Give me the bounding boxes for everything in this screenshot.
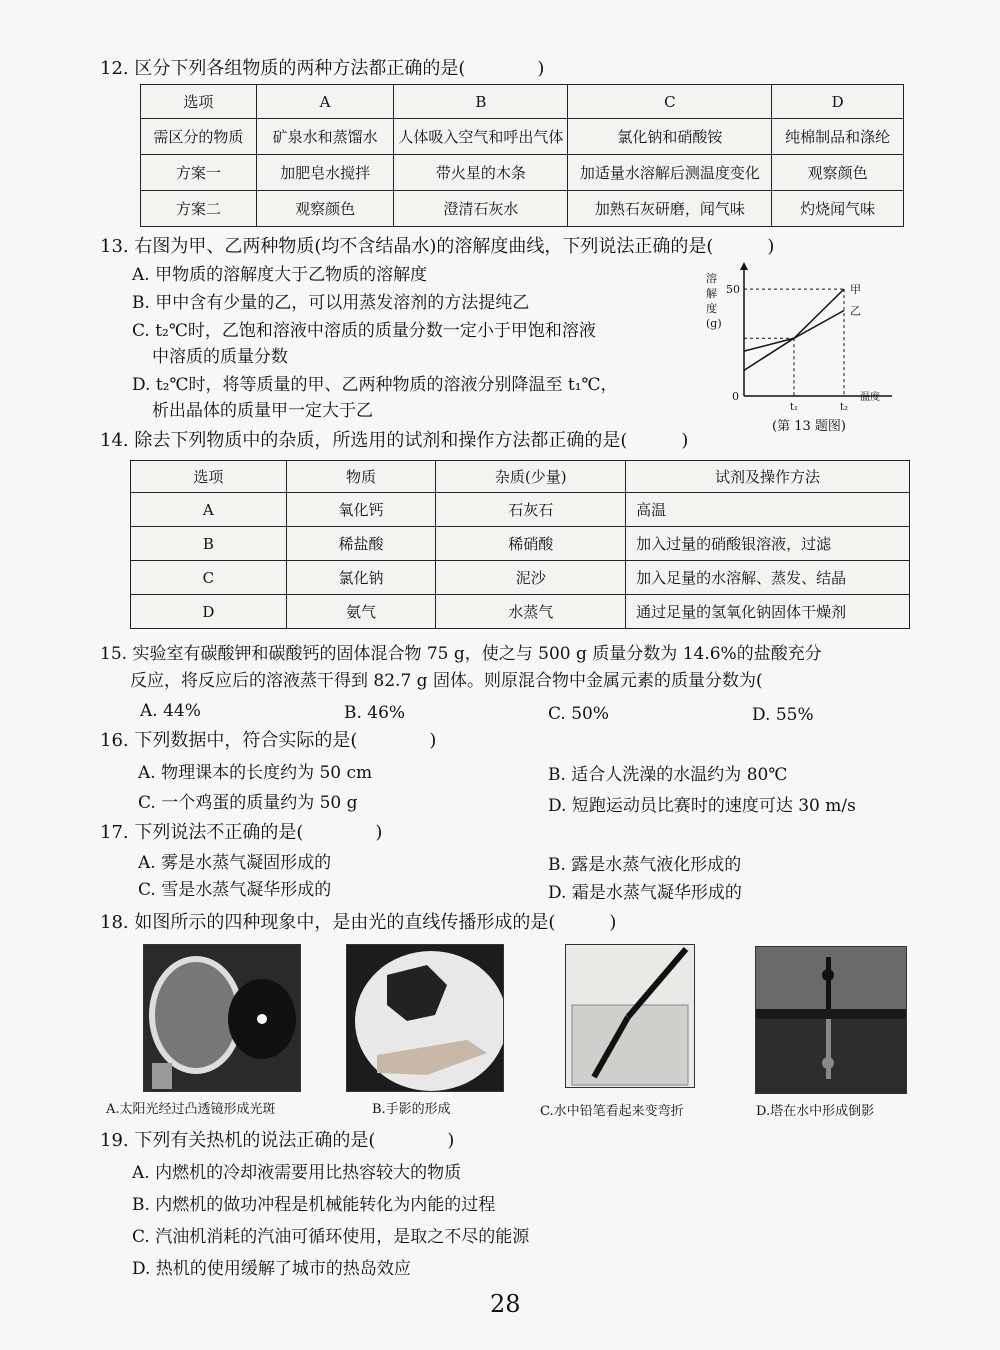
q17-option-d: D. 霜是水蒸气凝华形成的 bbox=[548, 883, 742, 903]
y-axis-label: 溶 bbox=[706, 272, 717, 285]
y-axis-arrow bbox=[740, 262, 748, 270]
q14-cell: 氨气 bbox=[286, 595, 436, 629]
q14-header: 选项 bbox=[131, 461, 287, 493]
q12-cell: 方案二 bbox=[141, 191, 257, 227]
q12-header: B bbox=[394, 85, 568, 119]
q14-header: 杂质(少量) bbox=[436, 461, 626, 493]
q14-cell: 稀硝酸 bbox=[436, 527, 626, 561]
q19-option-c: C. 汽油机消耗的汽油可循环使用，是取之不尽的能源 bbox=[132, 1227, 530, 1247]
q12-cell: 加肥皂水搅拌 bbox=[256, 155, 394, 191]
q19-option-a: A. 内燃机的冷却液需要用比热容较大的物质 bbox=[132, 1163, 462, 1183]
q12-cell: 观察颜色 bbox=[256, 191, 394, 227]
q18-stem: 18. 如图所示的四种现象中，是由光的直线传播形成的是( ) bbox=[100, 912, 617, 933]
q14-cell: 通过足量的氢氧化钠固体干燥剂 bbox=[626, 595, 910, 629]
q14-cell: 水蒸气 bbox=[436, 595, 626, 629]
q16-stem: 16. 下列数据中，符合实际的是( ) bbox=[100, 730, 437, 751]
q18-caption-c: C.水中铅笔看起来变弯折 bbox=[540, 1104, 684, 1119]
q13-option-c: C. t₂℃时，乙饱和溶液中溶质的质量分数一定小于甲饱和溶液 bbox=[132, 321, 596, 341]
q13-stem: 13. 右图为甲、乙两种物质(均不含结晶水)的溶解度曲线，下列说法正确的是( ) bbox=[100, 236, 775, 257]
bent-pencil-image bbox=[565, 944, 695, 1088]
q15-line2: 反应，将反应后的溶液蒸干得到 82.7 g 固体。则原混合物中金属元素的质量分数为( bbox=[130, 671, 763, 691]
q12-header: 选项 bbox=[141, 85, 257, 119]
q12-cell: 人体吸入空气和呼出气体 bbox=[394, 119, 568, 155]
q12-header: A bbox=[256, 85, 394, 119]
q14-table bbox=[130, 460, 910, 629]
q12-cell: 矿泉水和蒸馏水 bbox=[256, 119, 394, 155]
q12-cell: 带火星的木条 bbox=[394, 155, 568, 191]
q14-cell: 氧化钙 bbox=[286, 493, 436, 527]
q19-option-b: B. 内燃机的做功冲程是机械能转化为内能的过程 bbox=[132, 1195, 496, 1215]
page-number: 28 bbox=[490, 1290, 521, 1318]
q14-stem: 14. 除去下列物质中的杂质，所选用的试剂和操作方法都正确的是( ) bbox=[100, 430, 689, 451]
q14-cell: C bbox=[131, 561, 287, 595]
q12-cell: 需区分的物质 bbox=[141, 119, 257, 155]
x-axis-label: 温度 bbox=[860, 392, 880, 403]
q15-option-d: D. 55% bbox=[752, 705, 814, 725]
q12-cell: 加熟石灰研磨，闻气味 bbox=[568, 191, 772, 227]
q18-caption-a: A.太阳光经过凸透镜形成光斑 bbox=[106, 1102, 276, 1117]
q12-cell: 加适量水溶解后测温度变化 bbox=[568, 155, 772, 191]
q17-stem: 17. 下列说法不正确的是( ) bbox=[100, 822, 383, 843]
q14-cell: 氯化钠 bbox=[286, 561, 436, 595]
q12-cell: 氯化钠和硝酸铵 bbox=[568, 119, 772, 155]
y-tick-label: 0 bbox=[732, 390, 739, 403]
q14-cell: 泥沙 bbox=[436, 561, 626, 595]
q13-option-b: B. 甲中含有少量的乙，可以用蒸发溶剂的方法提纯乙 bbox=[132, 293, 530, 313]
q16-option-d: D. 短跑运动员比赛时的速度可达 30 m/s bbox=[548, 796, 856, 816]
q16-option-c: C. 一个鸡蛋的质量约为 50 g bbox=[138, 793, 358, 813]
q16-option-a: A. 物理课本的长度约为 50 cm bbox=[138, 763, 373, 783]
q14-header: 试剂及操作方法 bbox=[626, 461, 910, 493]
q13-option-d: D. t₂℃时，将等质量的甲、乙两种物质的溶液分别降温至 t₁℃， bbox=[132, 375, 618, 395]
q13-option-d-cont: 析出晶体的质量甲一定大于乙 bbox=[152, 401, 373, 421]
q12-cell: 灼烧闻气味 bbox=[772, 191, 904, 227]
q19-option-d: D. 热机的使用缓解了城市的热岛效应 bbox=[132, 1259, 411, 1279]
q15-option-c: C. 50% bbox=[548, 704, 609, 724]
q12-header: C bbox=[568, 85, 772, 119]
chart-caption: (第 13 题图) bbox=[772, 419, 846, 434]
q12-stem: 12. 区分下列各组物质的两种方法都正确的是( ) bbox=[100, 58, 545, 79]
x-tick-label: t₂ bbox=[840, 402, 849, 413]
q15-option-a: A. 44% bbox=[140, 701, 201, 721]
q12-cell: 观察颜色 bbox=[772, 155, 904, 191]
q15-option-b: B. 46% bbox=[344, 703, 406, 723]
q14-cell: B bbox=[131, 527, 287, 561]
q17-option-b: B. 露是水蒸气液化形成的 bbox=[548, 855, 742, 875]
q14-header: 物质 bbox=[286, 461, 436, 493]
y-axis-label: (g) bbox=[706, 317, 722, 330]
q16-option-b: B. 适合人洗澡的水温约为 80℃ bbox=[548, 765, 788, 785]
q17-option-a: A. 雾是水蒸气凝固形成的 bbox=[138, 853, 332, 873]
solubility-chart bbox=[700, 262, 900, 436]
q14-cell: 高温 bbox=[626, 493, 910, 527]
x-tick-label: t₁ bbox=[790, 402, 799, 413]
hand-shadow-image bbox=[346, 944, 504, 1092]
series-label: 甲 bbox=[850, 283, 861, 297]
q14-cell: 加入过量的硝酸银溶液，过滤 bbox=[626, 527, 910, 561]
y-axis-label: 度 bbox=[706, 302, 717, 315]
y-axis-label: 解 bbox=[706, 287, 717, 300]
q13-option-c-cont: 中溶质的质量分数 bbox=[152, 347, 288, 367]
q14-cell: 石灰石 bbox=[436, 493, 626, 527]
q14-cell: 稀盐酸 bbox=[286, 527, 436, 561]
q12-cell: 澄清石灰水 bbox=[394, 191, 568, 227]
y-tick-label: 50 bbox=[726, 283, 740, 297]
q18-caption-b: B.手影的形成 bbox=[372, 1102, 451, 1117]
tower-reflection-image bbox=[755, 946, 907, 1094]
chart-axes bbox=[740, 262, 892, 396]
q12-cell: 方案一 bbox=[141, 155, 257, 191]
q12-table bbox=[140, 84, 904, 227]
q19-stem: 19. 下列有关热机的说法正确的是( ) bbox=[100, 1130, 455, 1151]
series-label: 乙 bbox=[850, 304, 861, 318]
lens-light-spot-image bbox=[143, 944, 301, 1092]
q14-cell: A bbox=[131, 493, 287, 527]
q18-caption-d: D.塔在水中形成倒影 bbox=[756, 1104, 875, 1119]
q14-cell: 加入足量的水溶解、蒸发、结晶 bbox=[626, 561, 910, 595]
q14-cell: D bbox=[131, 595, 287, 629]
q15-line1: 15. 实验室有碳酸钾和碳酸钙的固体混合物 75 g，使之与 500 g 质量分数为 14.6%的盐酸充分 bbox=[100, 644, 822, 664]
q12-cell: 纯棉制品和涤纶 bbox=[772, 119, 904, 155]
q17-option-c: C. 雪是水蒸气凝华形成的 bbox=[138, 880, 332, 900]
q12-header: D bbox=[772, 85, 904, 119]
q13-option-a: A. 甲物质的溶解度大于乙物质的溶解度 bbox=[132, 265, 428, 285]
